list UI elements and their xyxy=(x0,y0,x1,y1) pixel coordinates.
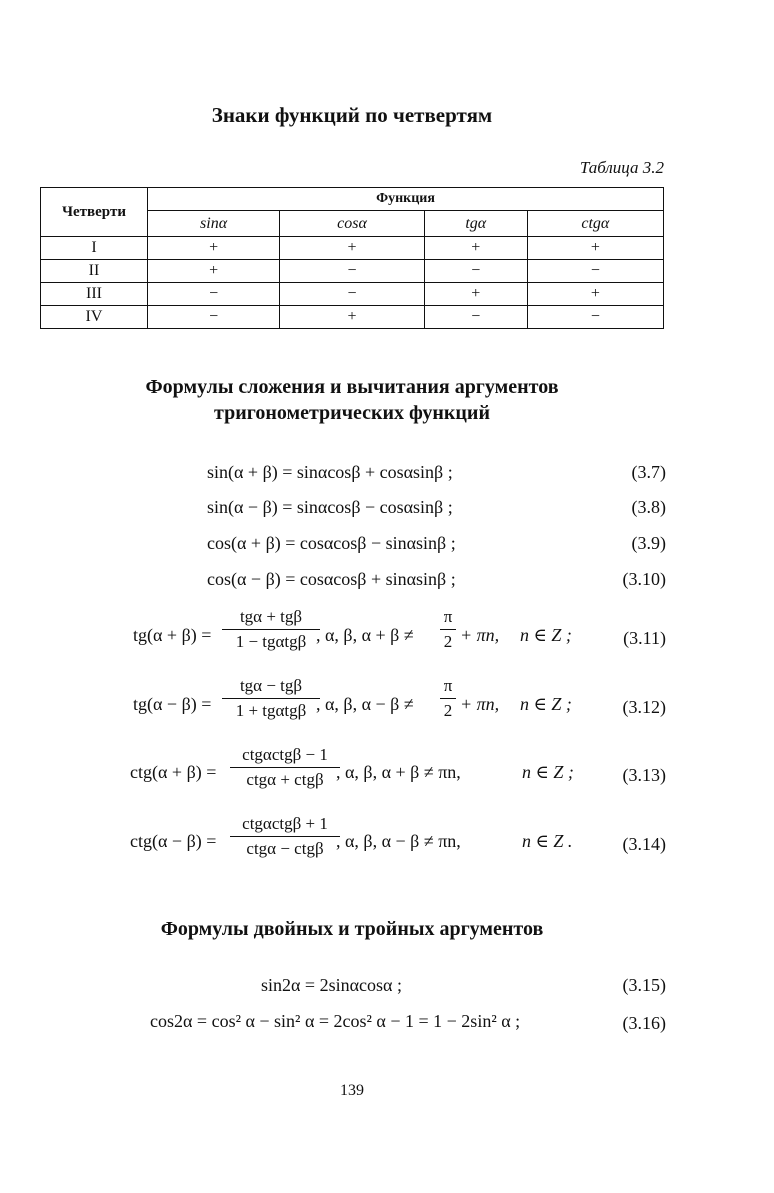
sign-cell: − xyxy=(280,283,425,306)
table-row xyxy=(41,306,664,329)
formula-number: (3.10) xyxy=(622,569,666,589)
sign-cell: − xyxy=(424,306,527,329)
formula-set: n ∈ Z . xyxy=(522,831,573,851)
formula-fraction xyxy=(222,676,320,721)
section-title-addition-line1: Формулы сложения и вычитания аргументов xyxy=(145,376,559,398)
formula-number: (3.14) xyxy=(622,834,666,854)
page-number: 139 xyxy=(340,1082,364,1099)
quarter-cell: I xyxy=(41,237,148,260)
table-label: Таблица 3.2 xyxy=(579,158,664,177)
quarter-cell: II xyxy=(41,260,148,283)
sign-cell: − xyxy=(280,260,425,283)
formula-lhs: tg(α − β) = xyxy=(133,694,212,714)
formula-number: (3.11) xyxy=(623,628,666,648)
fraction-numerator: ctgαctgβ + 1 xyxy=(242,814,328,833)
formula-condition-tail: + πn, xyxy=(460,694,500,714)
sign-cell: + xyxy=(148,260,280,283)
formula-set: n ∈ Z ; xyxy=(522,762,574,782)
formula-fraction xyxy=(230,814,340,859)
formula-condition: , α, β, α + β ≠ xyxy=(316,625,414,645)
formula-number: (3.13) xyxy=(622,765,666,785)
pi-denominator: 2 xyxy=(443,701,453,720)
fraction-numerator: ctgαctgβ − 1 xyxy=(242,745,328,764)
function-sin: sinα xyxy=(148,211,280,237)
formula-number: (3.15) xyxy=(622,975,666,995)
function-cos: cosα xyxy=(280,211,425,237)
pi-denominator: 2 xyxy=(443,632,453,651)
formula-condition-tail: + πn, xyxy=(460,625,500,645)
formula-3-9: cos(α + β) = cosαcosβ − sinαsinβ ; xyxy=(207,533,456,553)
sign-cell: − xyxy=(148,306,280,329)
sign-cell: + xyxy=(280,237,425,260)
formula-lhs: tg(α + β) = xyxy=(133,625,212,645)
formula-number: (3.12) xyxy=(622,697,666,717)
formula-3-10: cos(α − β) = cosαcosβ + sinαsinβ ; xyxy=(207,569,456,589)
fraction-numerator: tgα − tgβ xyxy=(239,676,303,695)
formula-condition: , α, β, α − β ≠ xyxy=(316,694,414,714)
sign-cell: − xyxy=(527,260,663,283)
pi-fraction xyxy=(440,676,456,721)
sign-cell: − xyxy=(424,260,527,283)
quarter-cell: III xyxy=(41,283,148,306)
fraction-numerator: tgα + tgβ xyxy=(239,607,303,626)
formula-3-15: sin2α = 2sinαcosα ; xyxy=(261,975,402,995)
sign-cell: + xyxy=(527,237,663,260)
pi-symbol: π xyxy=(443,607,453,626)
formula-number: (3.7) xyxy=(631,462,666,482)
quarters-header: Четверти xyxy=(41,188,148,237)
fraction-denominator: 1 − tgαtgβ xyxy=(235,632,307,651)
section-title-double: Формулы двойных и тройных аргументов xyxy=(160,918,544,940)
formula-number: (3.8) xyxy=(631,497,666,517)
formula-number: (3.9) xyxy=(631,533,666,553)
sign-cell: − xyxy=(148,283,280,306)
formula-set: n ∈ Z ; xyxy=(520,694,572,714)
fraction-denominator: ctgα + ctgβ xyxy=(246,770,324,789)
pi-fraction xyxy=(440,607,456,652)
formula-fraction xyxy=(222,607,320,652)
sign-cell: + xyxy=(424,237,527,260)
fraction-denominator: 1 + tgαtgβ xyxy=(235,701,307,720)
sign-cell: − xyxy=(527,306,663,329)
section-title-signs: Знаки функций по четвертям xyxy=(211,103,493,127)
sign-cell: + xyxy=(527,283,663,306)
sign-cell: + xyxy=(148,237,280,260)
function-header: Функция xyxy=(148,188,664,211)
formula-condition: , α, β, α − β ≠ πn, xyxy=(336,831,461,851)
formula-set: n ∈ Z ; xyxy=(520,625,572,645)
formula-number: (3.16) xyxy=(622,1013,666,1033)
function-ctg: ctgα xyxy=(527,211,663,237)
formula-fraction xyxy=(230,745,340,790)
formula-condition: , α, β, α + β ≠ πn, xyxy=(336,762,461,782)
pi-symbol: π xyxy=(443,676,453,695)
sign-cell: + xyxy=(424,283,527,306)
table-row xyxy=(41,283,664,306)
formula-lhs: ctg(α + β) = xyxy=(130,762,217,782)
formula-3-16: cos2α = cos² α − sin² α = 2cos² α − 1 = 1 − 2sin² α ; xyxy=(150,1011,521,1031)
fraction-denominator: ctgα − ctgβ xyxy=(246,839,324,858)
function-tg: tgα xyxy=(424,211,527,237)
section-title-addition-line2: тригонометрических функций xyxy=(214,402,490,424)
formula-3-7: sin(α + β) = sinαcosβ + cosαsinβ ; xyxy=(207,462,453,482)
sign-cell: + xyxy=(280,306,425,329)
formula-lhs: ctg(α − β) = xyxy=(130,831,217,851)
table-row xyxy=(41,260,664,283)
signs-table xyxy=(40,187,664,329)
table-row xyxy=(41,237,664,260)
formula-3-8: sin(α − β) = sinαcosβ − cosαsinβ ; xyxy=(207,497,453,517)
quarter-cell: IV xyxy=(41,306,148,329)
